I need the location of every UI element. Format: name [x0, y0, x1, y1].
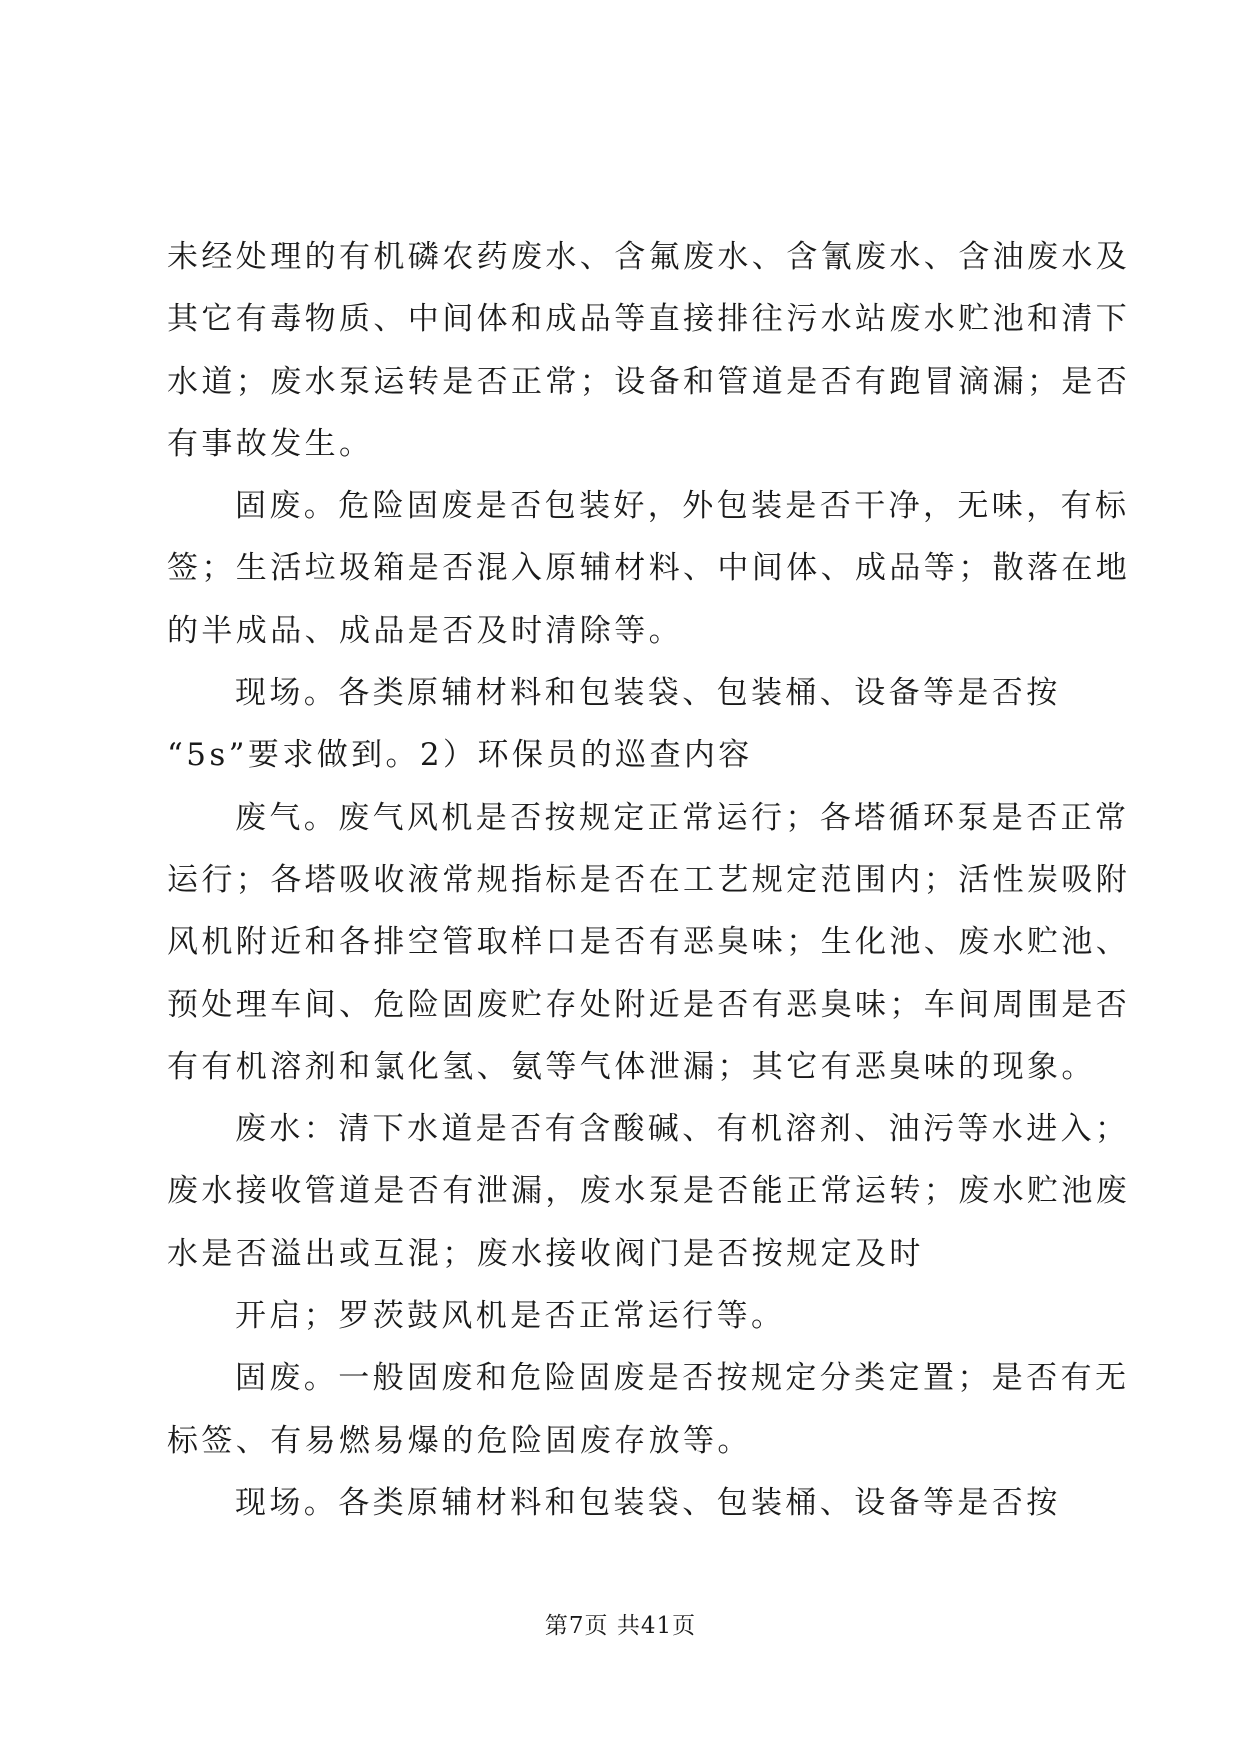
paragraph-start-line: 废气。废气风机是否按规定正常运行；各塔循环泵是否正常	[235, 799, 1130, 836]
text-line: 运行；各塔吸收液常规指标是否在工艺规定范围内；活性炭吸附	[167, 861, 1131, 898]
paragraph-start-line: 现场。各类原辅材料和包装袋、包装桶、设备等是否按	[235, 675, 1061, 712]
text-line: 有有机溶剂和氯化氢、氨等气体泄漏；其它有恶臭味的现象。	[167, 1048, 1096, 1085]
paragraph-start-line: 固废。危险固废是否包装好，外包装是否干净，无味，有标	[235, 488, 1130, 525]
text-line: 水是否溢出或互混；废水接收阀门是否按规定及时	[167, 1235, 924, 1272]
text-line: 风机附近和各排空管取样口是否有恶臭味；生化池、废水贮池、	[167, 924, 1131, 961]
text-line: 签；生活垃圾箱是否混入原辅材料、中间体、成品等；散落在地	[167, 550, 1131, 587]
text-line: 有事故发生。	[167, 425, 374, 462]
paragraph-start-line: 废水：清下水道是否有含酸碱、有机溶剂、油污等水进入；	[235, 1111, 1130, 1148]
text-line: 标签、有易燃易爆的危险固废存放等。	[167, 1422, 752, 1459]
text-line: 预处理车间、危险固废贮存处附近是否有恶臭味；车间周围是否	[167, 986, 1131, 1023]
text-line: 其它有毒物质、中间体和成品等直接排往污水站废水贮池和清下	[167, 301, 1131, 338]
text-line: “5s”要求做到。2）环保员的巡查内容	[167, 737, 753, 774]
body-text	[167, 226, 1131, 1534]
paragraph-start-line: 固废。一般固废和危险固废是否按规定分类定置；是否有无	[235, 1360, 1130, 1397]
paragraph-start-line: 开启；罗茨鼓风机是否正常运行等。	[235, 1298, 786, 1335]
page-number-footer: 第7页 共41页	[544, 1613, 697, 1639]
text-line: 水道；废水泵运转是否正常；设备和管道是否有跑冒滴漏；是否	[167, 363, 1131, 400]
text-line: 废水接收管道是否有泄漏，废水泵是否能正常运转；废水贮池废	[167, 1173, 1131, 1210]
text-line: 未经处理的有机磷农药废水、含氟废水、含氰废水、含油废水及	[167, 239, 1131, 275]
text-line: 的半成品、成品是否及时清除等。	[167, 612, 683, 649]
paragraph-start-line: 现场。各类原辅材料和包装袋、包装桶、设备等是否按	[235, 1484, 1061, 1521]
